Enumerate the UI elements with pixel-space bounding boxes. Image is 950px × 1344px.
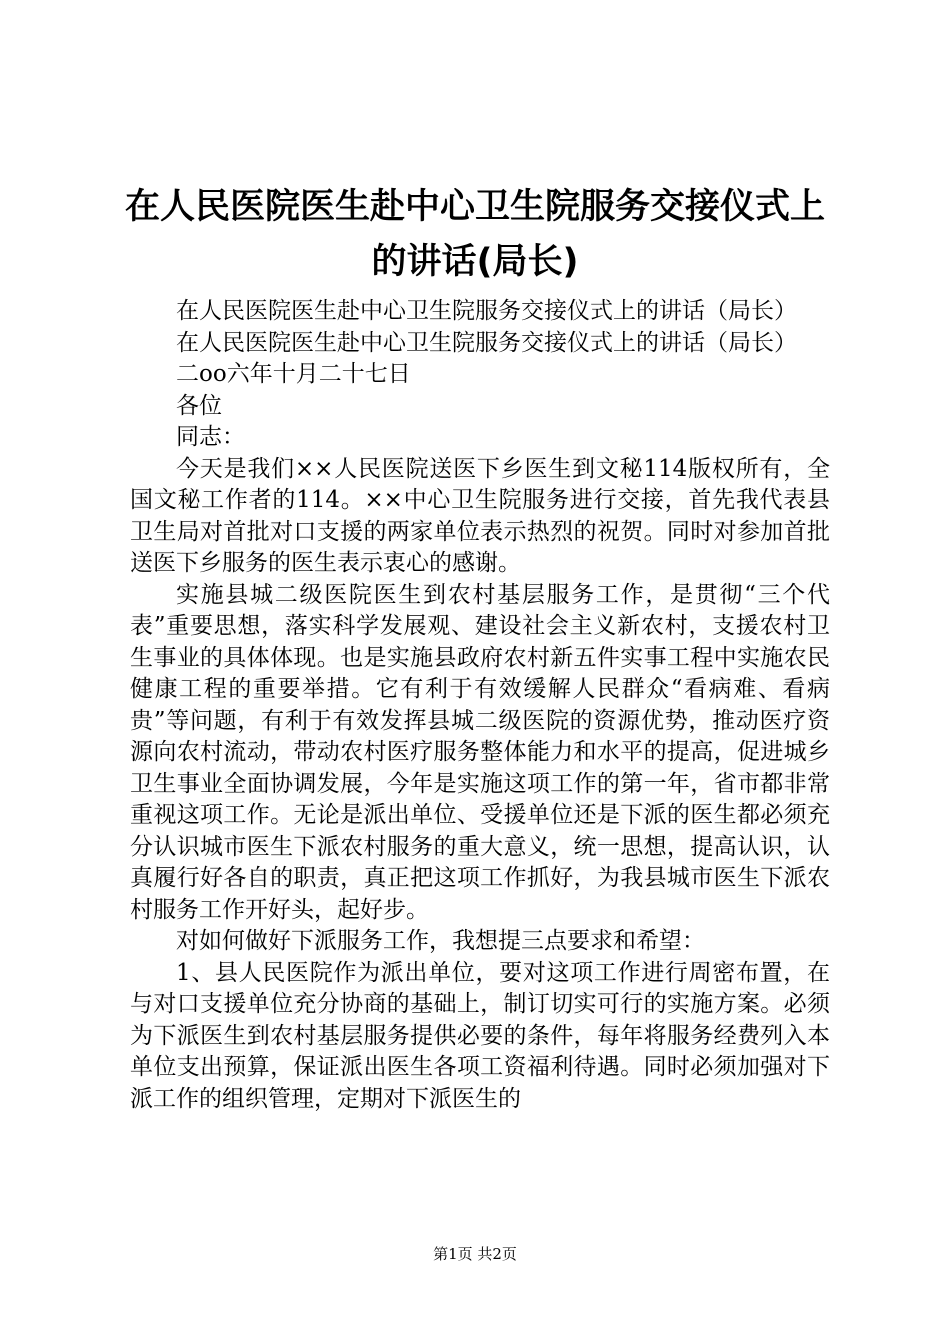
paragraph: 实施县城二级医院医生到农村基层服务工作，是贯彻“三个代表”重要思想，落实科学发展观、建设社会主义新农村，支援农村卫生事业的具体体现。也是实施县政府农村新五件实事工程中实施农民健康工程的重要举措。它有利于有效缓解人民群众“看病难、看病贵”等问题，有利于有效发挥县城二级医院的资源优势，推动医疗资源向农村流动，带动农村医疗服务整体能力和水平的提高，促进城乡卫生事业全面协调发展，今年是实施这项工作的第一年，省市都非常重视这项工作。无论是派出单位、受援单位还是下派的医生都必须充分认识城市医生下派农村服务的重大意义，统一思想，提高认识，认真履行好各自的职责，真正把这项工作抓好，为我县城市医生下派农村服务工作开好头，起好步。 — [130, 581, 830, 923]
page-number-footer: 第1页 共2页 — [433, 1245, 517, 1263]
paragraph: 今天是我们××人民医院送医下乡医生到文秘114版权所有，全国文秘工作者的114。××中心卫生院服务进行交接，首先我代表县卫生局对首批对口支援的两家单位表示热烈的祝贺。同时对参加首批送医下乡服务的医生表示衷心的感谢。 — [130, 455, 830, 576]
document-title: 在人民医院医生赴中心卫生院服务交接仪式上的讲话(局长) — [124, 187, 825, 282]
paragraph: 1、县人民医院作为派出单位，要对这项工作进行周密布置，在与对口支援单位充分协商的基础上，制订切实可行的实施方案。必须为下派医生到农村基层服务提供必要的条件，每年将服务经费列入本单位支出预算，保证派出医生各项工资福利待遇。同时必须加强对下派工作的组织管理，定期对下派医生的 — [130, 959, 830, 1112]
salutation-line: 各位 — [176, 392, 222, 419]
paragraph: 在人民医院医生赴中心卫生院服务交接仪式上的讲话（局长） — [176, 298, 797, 324]
date-line: 二oo六年十月二十七日 — [176, 361, 411, 387]
document-body — [130, 296, 830, 1115]
salutation-line: 同志： — [176, 424, 245, 450]
paragraph: 对如何做好下派服务工作，我想提三点要求和希望： — [176, 928, 705, 954]
paragraph: 在人民医院医生赴中心卫生院服务交接仪式上的讲话（局长） — [176, 329, 797, 356]
